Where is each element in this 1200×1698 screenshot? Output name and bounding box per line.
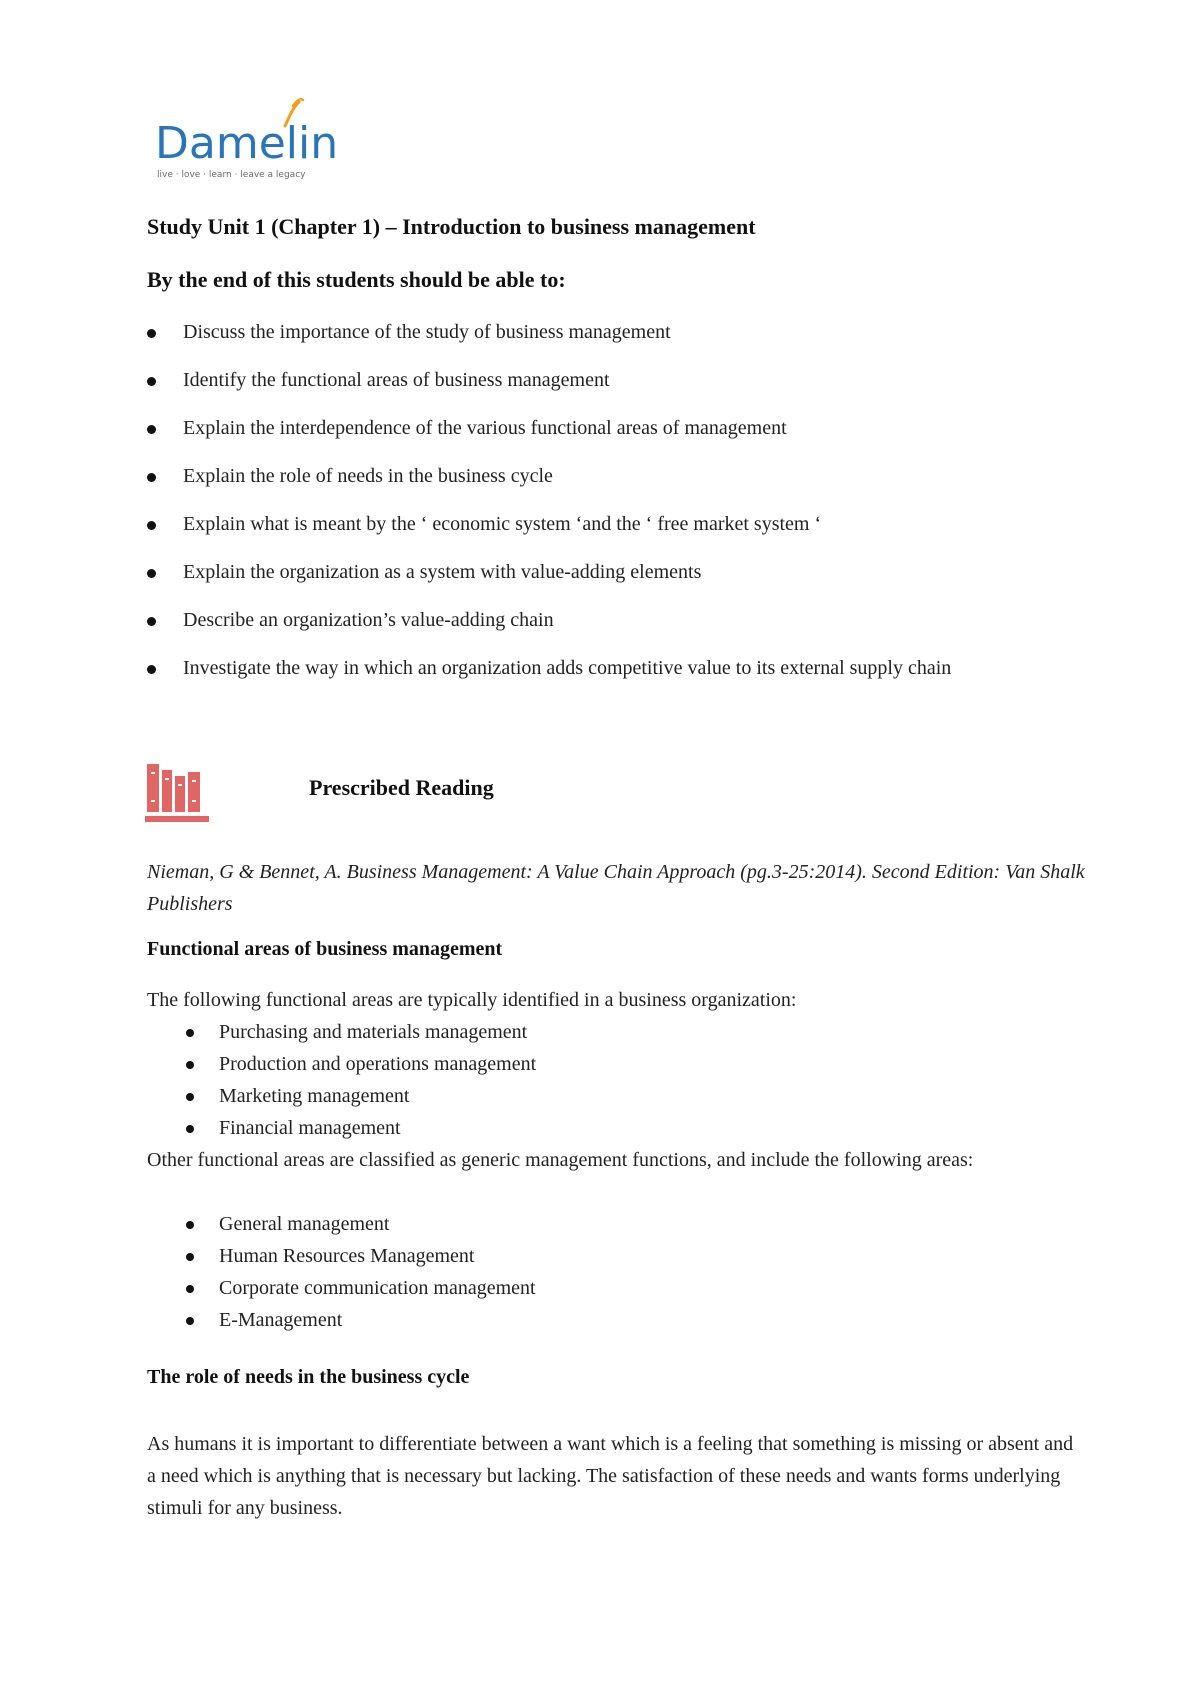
- needs-heading: The role of needs in the business cycle: [147, 1366, 470, 1388]
- objective-item: Investigate the way in which an organization adds competitive value to its external supply chain: [147, 652, 1077, 684]
- objectives-heading: By the end of this students should be able to:: [147, 267, 566, 292]
- needs-paragraph: As humans it is important to differentiate between a want which is a feeling that something is missing or absent and a need which is anything that is necessary but lacking. The satisfaction of these needs and wants forms underlying stimuli for any business.: [147, 1433, 1074, 1519]
- functional-areas-list: [147, 1016, 1047, 1144]
- list-item: Human Resources Management: [147, 1240, 1047, 1272]
- list-item: Corporate communication management: [147, 1272, 1047, 1304]
- objective-item: Explain what is meant by the ‘ economic system ‘and the ‘ free market system ‘: [147, 508, 1077, 540]
- generic-functions-intro: Other functional areas are classified as generic management functions, and include the following areas:: [147, 1149, 974, 1171]
- objective-item: Explain the role of needs in the business cycle: [147, 460, 1077, 492]
- generic-functions-list: [147, 1208, 1047, 1336]
- functional-areas-heading: Functional areas of business management: [147, 938, 503, 960]
- objective-item: Describe an organization’s value-adding chain: [147, 604, 1077, 636]
- damelin-logo: [155, 96, 345, 190]
- books-icon: [145, 764, 209, 824]
- list-item: Production and operations management: [147, 1048, 1047, 1080]
- prescribed-reading-title: Prescribed Reading: [309, 775, 494, 800]
- objectives-list: [147, 316, 1077, 700]
- list-item: E-Management: [147, 1304, 1047, 1336]
- list-item: Financial management: [147, 1112, 1047, 1144]
- functional-areas-intro: The following functional areas are typically identified in a business organization:: [147, 989, 797, 1011]
- logo-wordmark: Damelin: [155, 118, 339, 169]
- list-item: Purchasing and materials management: [147, 1016, 1047, 1048]
- list-item: Marketing management: [147, 1080, 1047, 1112]
- logo-tagline: live · love · learn · leave a legacy: [157, 170, 306, 180]
- reading-citation: Nieman, G & Bennet, A. Business Management: A Value Chain Approach (pg.3-25:2014). Second Edition: Van Shalk Publishers: [147, 861, 1085, 915]
- objective-item: Identify the functional areas of business management: [147, 364, 1077, 396]
- objective-item: Explain the organization as a system with value-adding elements: [147, 556, 1077, 588]
- list-item: General management: [147, 1208, 1047, 1240]
- page-title: Study Unit 1 (Chapter 1) – Introduction to business management: [147, 214, 756, 239]
- objective-item: Discuss the importance of the study of business management: [147, 316, 1077, 348]
- objective-item: Explain the interdependence of the various functional areas of management: [147, 412, 1077, 444]
